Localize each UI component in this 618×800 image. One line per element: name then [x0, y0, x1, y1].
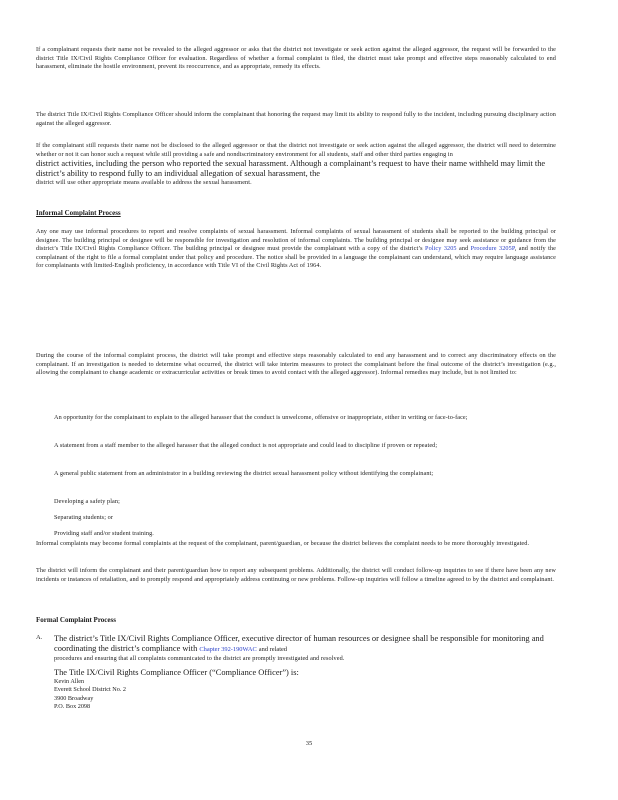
- paragraph-text: The district will inform the complainant and their parent/guardian how to report any subsequent problems. Additionally, the district will conduct follow-up inquiries to see if there have been any new incidents or instances of retaliation, and to promptly respond and appropriately address continuing or new problems. Follow-up inquiries will follow a timeline agreed to by the district and complainant.: [36, 567, 556, 583]
- item-body: [54, 634, 556, 712]
- paragraph-informal-course: [36, 352, 556, 378]
- paragraph-text-end: , and notify the complainant of the right to file a formal complaint under that policy and procedure. The notice shall be provided in a language the complainant can understand, which may require language assistance for complainants with limited-English proficiency, in accordance with Title VI of the Civil Rights Act of 1964.: [36, 245, 556, 269]
- item-letter: A.: [36, 634, 43, 641]
- paragraph-text: Informal complaints may become formal complaints at the request of the complainant, parent/guardian, or because the district believes the complaint needs to be more thoroughly investigated.: [36, 540, 530, 547]
- paragraph-text-large: district activities, including the person who reported the sexual harassment. Although a complainant’s request to have their name withheld may limit the district’s ability to respond fully to an individual allegation of sexual harassment, the: [36, 159, 546, 178]
- page-number: 35: [305, 740, 313, 747]
- list-item: [36, 470, 556, 479]
- item-text: [54, 634, 556, 655]
- address-line: Everett School District No. 2: [54, 686, 127, 693]
- list-item-text: A statement from a staff member to the alleged harasser that the alleged conduct is not appropriate and could lead to discipline if proven or repeated;: [54, 442, 438, 449]
- formal-item-a: [36, 634, 556, 712]
- chapter-392-190-wac-link[interactable]: Chapter 392-190WAC: [199, 646, 257, 653]
- paragraph-text: If a complainant requests their name not be revealed to the alleged aggressor or asks that the district not investigate or seek action against the alleged aggressor, the request will be forwarded to the district Title IX/Civil Rights Compliance Officer for evaluation. Regardless of whether a formal complaint is filed, the district must take prompt and effective steps reasonably calculated to end harassment, eliminate the hostile environment, prevent its reoccurrence, and as appropriate, remedy its effects.: [36, 46, 556, 70]
- list-item: [36, 442, 556, 451]
- paragraph-name-withheld: [36, 142, 556, 188]
- paragraph-followup: [36, 567, 556, 584]
- list-item-text: An opportunity for the complainant to explain to the alleged harasser that the conduct is unwelcome, offensive or inappropriate, either in writing or face-to-face;: [54, 414, 468, 421]
- paragraph-text: During the course of the informal complaint process, the district will take prompt and effective steps reasonably calculated to end any harassment and to correct any discriminatory effects on the complainant. If an investigation is needed to determine what occurred, the district will take interim measures to protect the complainant before the final outcome of the district’s investigation (e.g., allowing the complainant to change academic or extracurricular activities or break times to avoid contact with the alleged aggressor). Informal remedies may include, but is not limited to:: [36, 352, 556, 376]
- paragraph-compliance-inform: [36, 111, 556, 128]
- item-text-small: procedures and ensuring that all complaints communicated to the district are promptly investigated and resolved.: [54, 655, 345, 662]
- list-item: [36, 498, 556, 507]
- paragraph-text-start: Any one may use informal procedures to report and resolve complaints of sexual harassment. Informal complaints of sexual harassment of students shall be reported to the building principal or designee. The building principal or designee will be responsible for investigation and resolution of informal complaints. The building principal or designee may seek assistance or guidance from the district’s Title IX/Civil Rights Compliance Officer. The building principal or designee must provide the complainant with a copy of the district’s: [36, 228, 556, 252]
- heading-informal-complaint: [36, 209, 556, 218]
- paragraph-text: district will use other appropriate means available to address the sexual harassment.: [36, 179, 252, 186]
- list-item-text: Providing staff and/or student training.: [54, 530, 154, 537]
- paragraph-text: The district Title IX/Civil Rights Compliance Officer should inform the complainant that honoring the request may limit its ability to respond fully to the incident, including pursuing disciplinary action against the alleged aggressor.: [36, 111, 556, 127]
- section-heading: Formal Complaint Process: [36, 616, 116, 624]
- officer-intro-line: The Title IX/Civil Rights Compliance Officer (“Compliance Officer”) is:: [54, 667, 299, 677]
- paragraph-informal-procedures: [36, 228, 556, 271]
- item-text-tail: and related: [258, 646, 288, 653]
- address-line: Kevin Allen: [54, 677, 85, 685]
- officer-address: [54, 678, 556, 712]
- list-item: [36, 414, 556, 423]
- section-heading: Informal Complaint Process: [36, 209, 121, 217]
- item-text-large: The district’s Title IX/Civil Rights Compliance Officer, executive director of human resources or designee shall be responsible for monitoring and coordinating the district’s compliance with: [54, 634, 544, 653]
- informal-remedies-list: [36, 414, 556, 537]
- list-item-text: Developing a safety plan;: [54, 498, 120, 505]
- list-item: [36, 514, 556, 523]
- policy-3205-link[interactable]: Policy 3205: [425, 245, 457, 252]
- list-item: [36, 530, 556, 539]
- paragraph-text: [36, 228, 556, 271]
- conjunction: and: [459, 245, 469, 252]
- list-item-text: A general public statement from an administrator in a building reviewing the district sexual harassment policy without identifying the complainant;: [54, 470, 434, 477]
- address-line: 3900 Broadway: [54, 694, 94, 702]
- heading-formal-complaint: [36, 616, 556, 625]
- address-line: P.O. Box 2098: [54, 703, 91, 710]
- paragraph-text: If the complainant still requests their name not be disclosed to the alleged aggressor or that the district not investigate or seek action against the alleged aggressor, the district will need to determine whether or not it can honor such a request while still providing a safe and nondiscriminatory environment for all students, staff and other third parties engaging in: [36, 142, 556, 158]
- paragraph-informal-to-formal: [36, 540, 556, 549]
- procedure-3205p-link[interactable]: Procedure 3205P: [470, 245, 515, 252]
- paragraph-anonymity-request: [36, 46, 556, 72]
- list-item-text: Separating students; or: [54, 514, 114, 521]
